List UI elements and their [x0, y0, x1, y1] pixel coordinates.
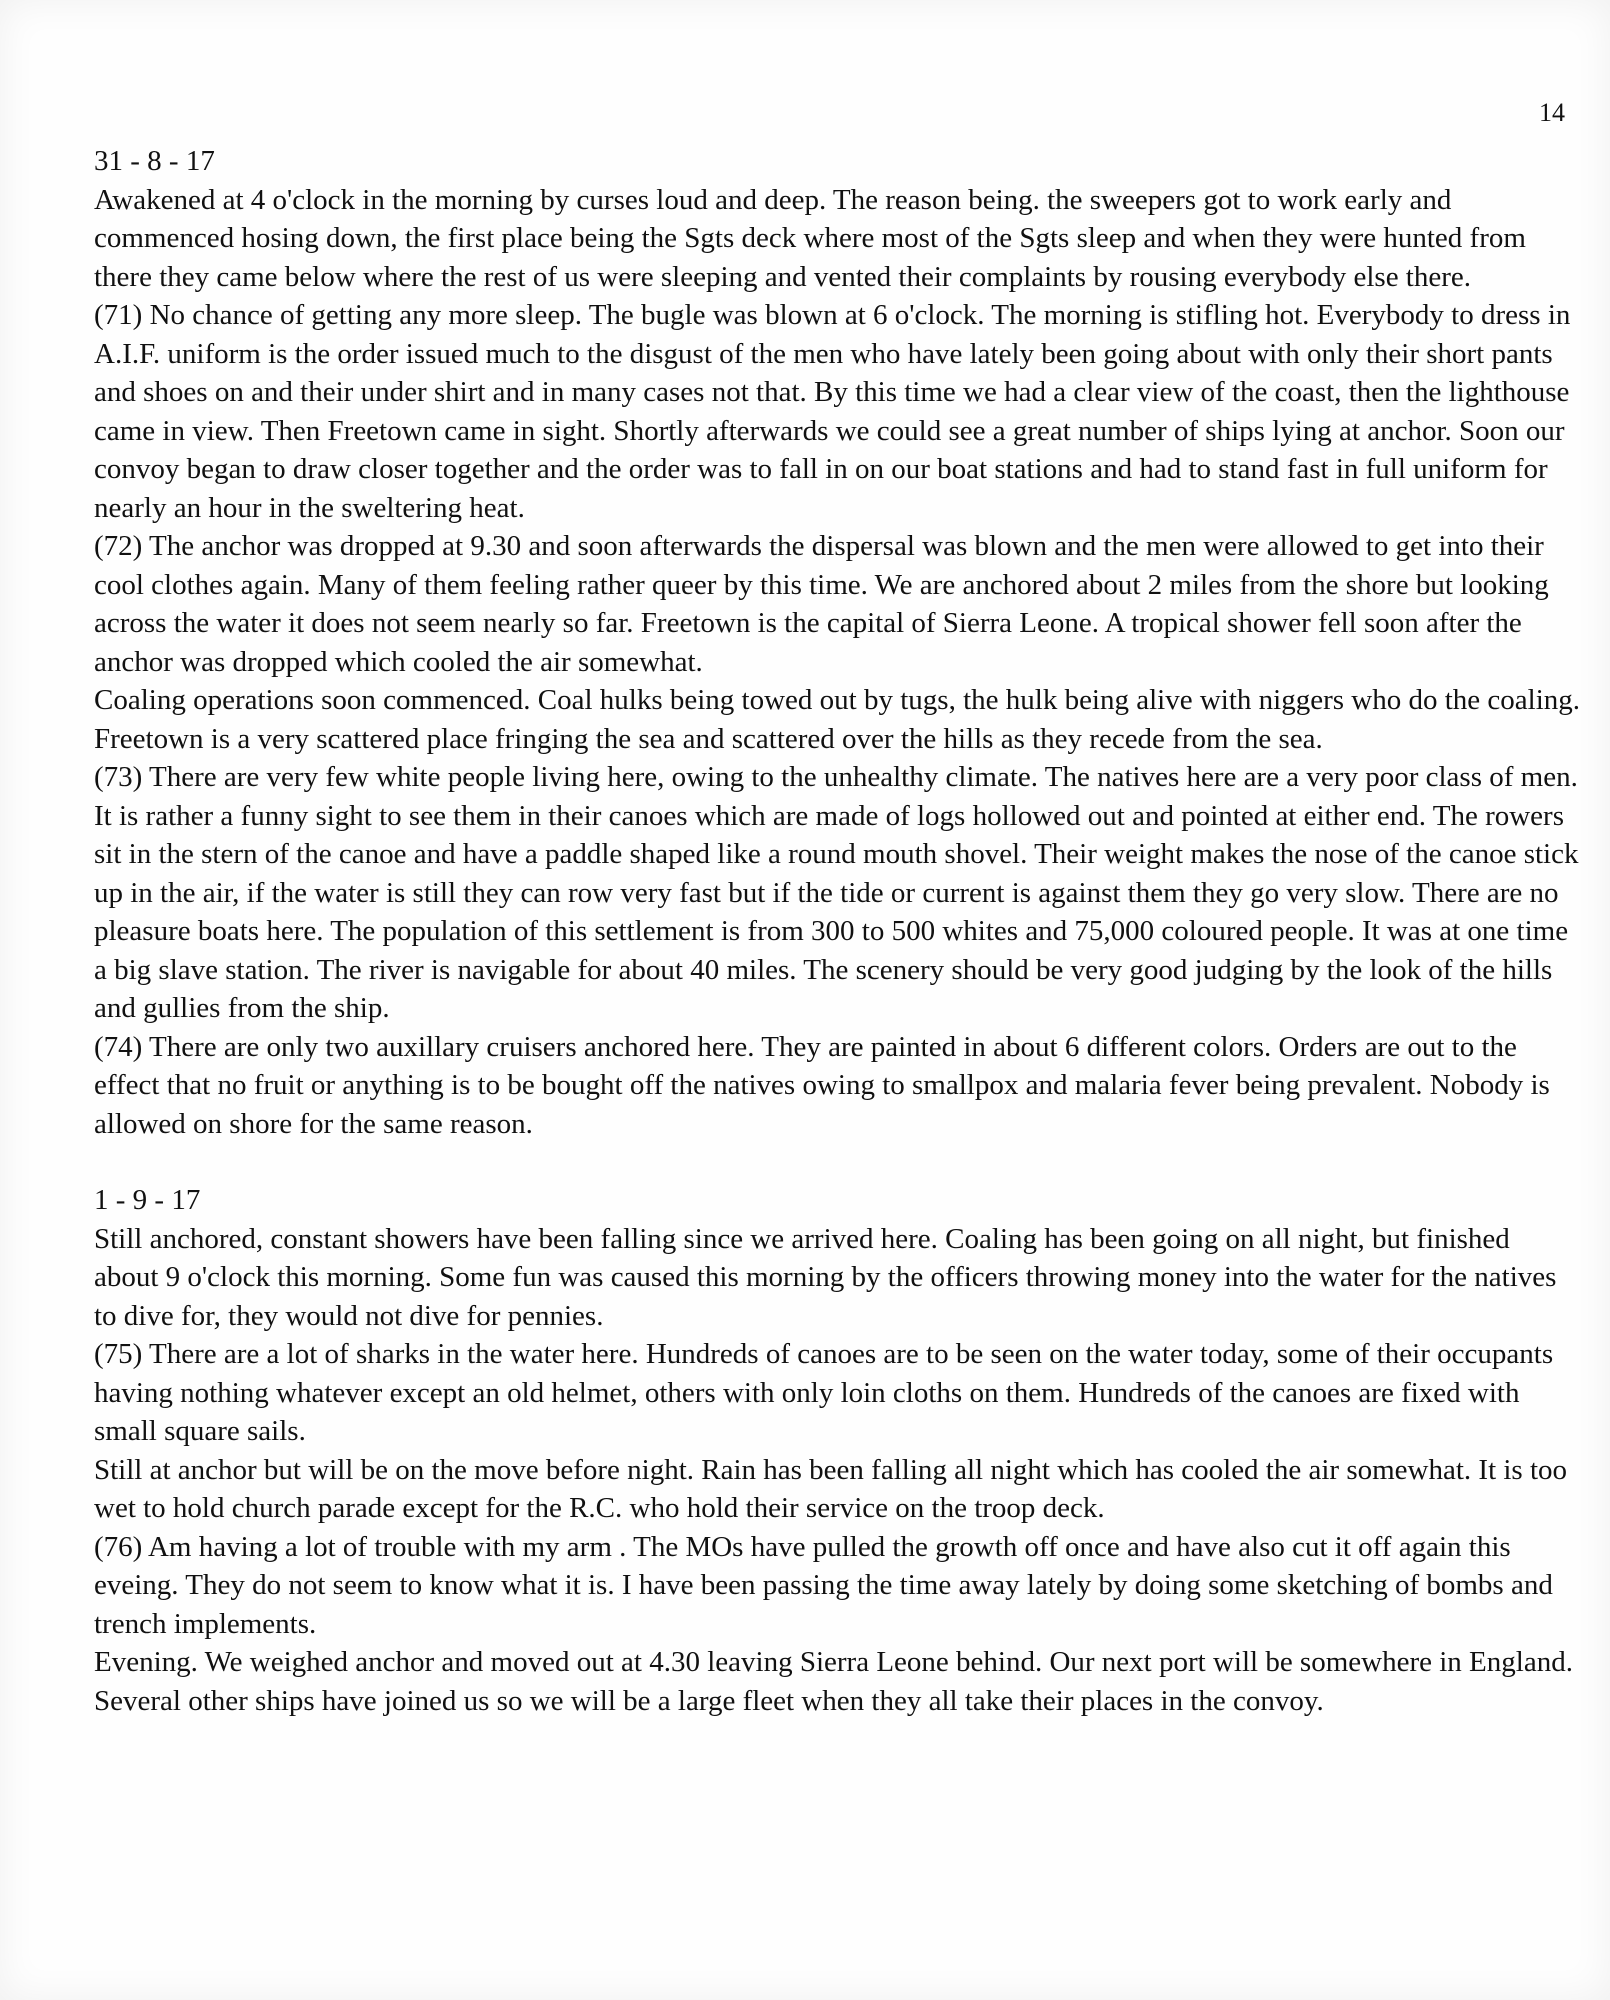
diary-entry	[94, 142, 1580, 1143]
paragraph: (76) Am having a lot of trouble with my arm . The MOs have pulled the growth off once and have also cut it off again this eveing. They do not seem to know what it is. I have been passing the time away lately by doing some sketching of bombs and trench implements.	[94, 1530, 1553, 1640]
page-number: 14	[1539, 98, 1565, 127]
paragraph: Evening. We weighed anchor and moved out at 4.30 leaving Sierra Leone behind. Our next port will be somewhere in England. Several other ships have joined us so we will be a large fleet when they all take their places in the convoy.	[94, 1646, 1573, 1717]
diary-content	[94, 142, 1580, 1720]
paragraph: Awakened at 4 o'clock in the morning by curses loud and deep. The reason being. the sweepers got to work early and commenced hosing down, the first place being the Sgts deck where most of the Sgts sleep and when they were hunted from there they came below where the rest of us were sleeping and vented their complaints by rousing everybody else there.	[94, 183, 1526, 293]
diary-entry	[94, 1181, 1580, 1720]
entry-date: 31 - 8 - 17	[94, 145, 215, 177]
paragraph: (75) There are a lot of sharks in the water here. Hundreds of canoes are to be seen on the water today, some of their occupants having nothing whatever except an old helmet, others with only loin cloths on them. Hundreds of the canoes are fixed with small square sails.	[94, 1338, 1554, 1447]
paragraph: Still anchored, constant showers have been falling since we arrived here. Coaling has been going on all night, but finished about 9 o'clock this morning. Some fun was caused this morning by the officers throwing money into the water for the natives to dive for, they would not dive for pennies.	[94, 1222, 1557, 1332]
paragraph: Still at anchor but will be on the move before night. Rain has been falling all night which has cooled the air somewhat. It is too wet to hold church parade except for the R.C. who hold their service on the troop deck.	[94, 1453, 1568, 1524]
paragraph: (71) No chance of getting any more sleep. The bugle was blown at 6 o'clock. The morning is stifling hot. Everybody to dress in A.I.F. uniform is the order issued much to the disgust of the men who have lately been going about with only their short pants and shoes on and their under shirt and in many cases not that. By this time we had a clear view of the coast, then the lighthouse came in view. Then Freetown came in sight. Shortly afterwards we could see a great number of ships lying at anchor. Soon our convoy began to draw closer together and the order was to fall in on our boat stations and had to stand fast in full uniform for nearly an hour in the sweltering heat.	[94, 299, 1571, 524]
entry-separator	[94, 1143, 1580, 1181]
paragraph: (74) There are only two auxillary cruisers anchored here. They are painted in about 6 different colors. Orders are out to the effect that no fruit or anything is to be bought off the natives owing to smallpox and malaria fever being prevalent. Nobody is allowed on shore for the same reason.	[94, 1030, 1550, 1140]
paragraph: Freetown is a very scattered place fringing the sea and scattered over the hills as they recede from the sea.	[94, 722, 1323, 755]
entry-date: 1 - 9 - 17	[94, 1184, 201, 1216]
paragraph: Coaling operations soon commenced. Coal hulks being towed out by tugs, the hulk being alive with niggers who do the coaling.	[94, 684, 1581, 716]
paragraph: (73) There are very few white people living here, owing to the unhealthy climate. The natives here are a very poor class of men. It is rather a funny sight to see them in their canoes which are made of logs hollowed out and pointed at either end. The rowers sit in the stern of the canoe and have a paddle shaped like a round mouth shovel. Their weight makes the nose of the canoe stick up in the air, if the water is still they can row very fast but if the tide or current is against them they go very slow. There are no pleasure boats here. The population of this settlement is from 300 to 500 whites and 75,000 coloured people. It was at one time a big slave station. The river is navigable for about 40 miles. The scenery should be very good judging by the look of the hills and gullies from the ship.	[94, 761, 1579, 1024]
paragraph: (72) The anchor was dropped at 9.30 and soon afterwards the dispersal was blown and the men were allowed to get into their cool clothes again. Many of them feeling rather queer by this time. We are anchored about 2 miles from the shore but looking across the water it does not seem nearly so far. Freetown is the capital of Sierra Leone. A tropical shower fell soon after the anchor was dropped which cooled the air somewhat.	[94, 530, 1549, 678]
